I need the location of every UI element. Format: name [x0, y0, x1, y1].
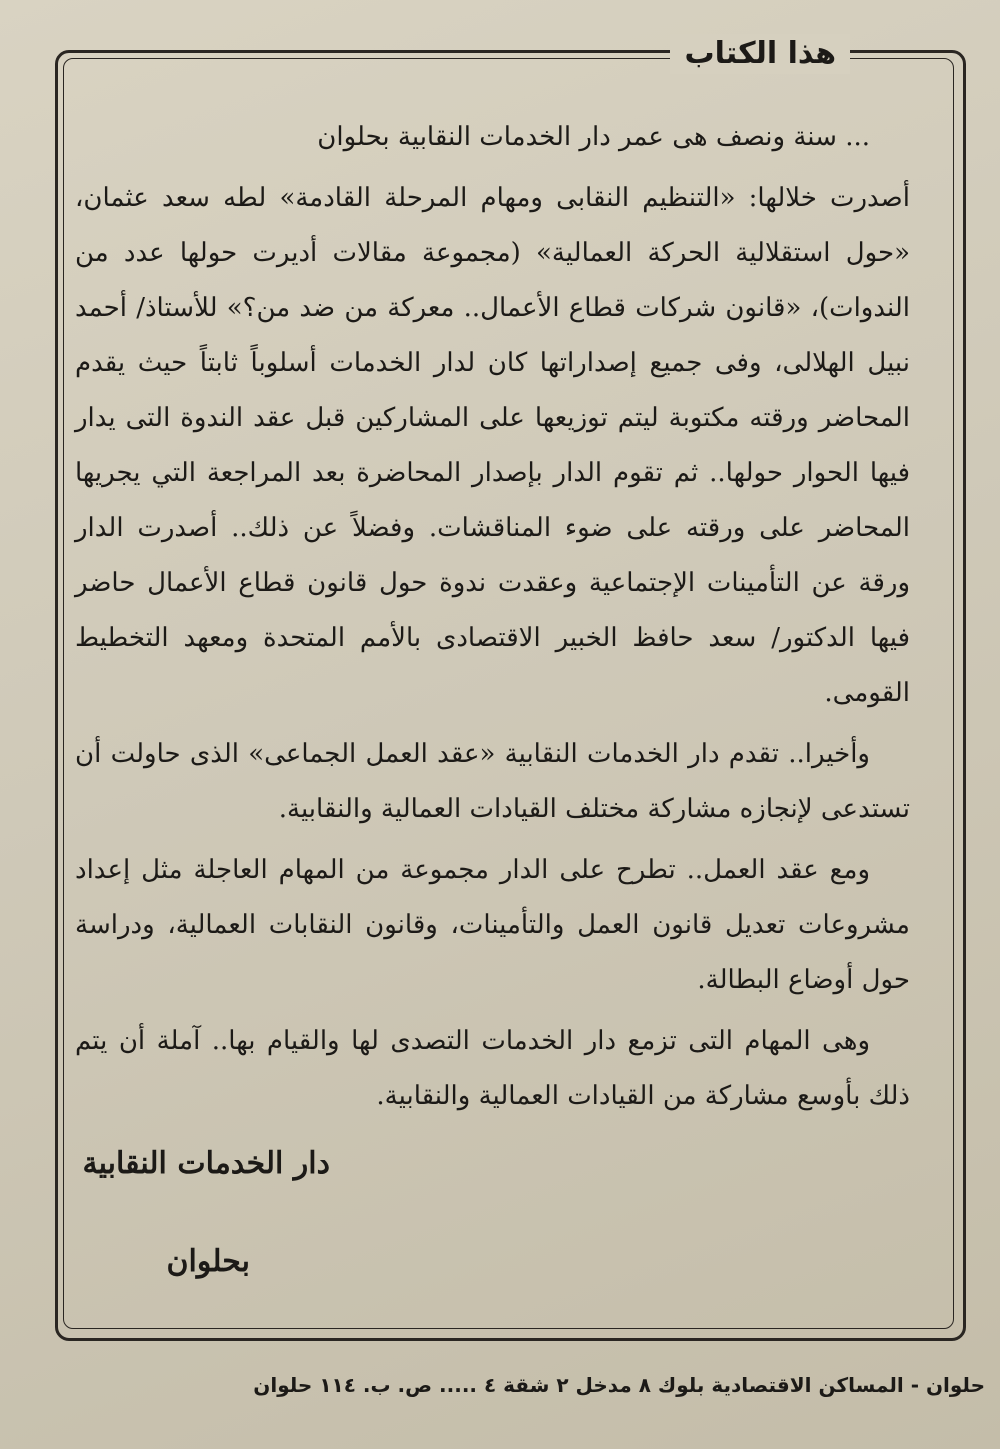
paragraph-closing: وهى المهام التى تزمع دار الخدمات التصدى لها والقيام بها.. آملة أن يتم ذلك بأوسع مشاركة من القيادات العمالية والنقابية. — [75, 1026, 910, 1111]
paragraph-publications: أصدرت خلالها: «التنظيم النقابى ومهام المرحلة القادمة» لطه سعد عثمان، «حول استقلالية الحركة العمالية» (مجموعة مقالات أديرت حولها عدد من الندوات)، «قانون شركات قطاع الأعمال.. معركة من ضد من؟» للأستاذ/ أحمد نبيل الهلالى، وفى جميع إصداراتها كان لدار الخدمات أسلوباً ثابتاً حيث يقدم المحاضر ورقته مكتوبة ليتم توزيعها على المشاركين قبل عقد الندوة التى يدار فيها الحوار حولها.. ثم تقوم الدار بإصدار المحاضرة بعد المراجعة التي يجريها المحاضر على ورقته على ضوء المناقشات. وفضلاً عن ذلك.. أصدرت الدار ورقة عن التأمينات الإجتماعية وعقدت ندوة حول قانون قطاع الأعمال حاضر فيها الدكتور/ سعد حافظ الخبير الاقتصادى بالأمم المتحدة ومعهد التخطيط القومى. — [75, 183, 910, 708]
paragraph-labor-contract: وأخيرا.. تقدم دار الخدمات النقابية «عقد العمل الجماعى» الذى حاولت أن تستدعى لإنجازه مشاركة مختلف القيادات العمالية والنقابية. — [75, 739, 910, 824]
body-text — [75, 110, 910, 1130]
signature-city: بحلوان — [166, 1244, 250, 1279]
signature — [60, 1140, 330, 1286]
paragraph-urgent-tasks: ومع عقد العمل.. تطرح على الدار مجموعة من المهام العاجلة مثل إعداد مشروعات تعديل قانون العمل والتأمينات، وقانون النقابات العمالية، ودراسة حول أوضاع البطالة. — [75, 855, 910, 995]
signature-name: دار الخدمات النقابية — [82, 1146, 330, 1181]
paragraph-intro: ... سنة ونصف هى عمر دار الخدمات النقابية بحلوان — [317, 122, 870, 152]
page-title: هذا الكتاب — [670, 34, 850, 74]
footer-address: حلوان - المساكن الاقتصادية بلوك ٨ مدخل ٢ شقة ٤ ..... ص. ب. ١١٤ حلوان — [253, 1373, 985, 1397]
